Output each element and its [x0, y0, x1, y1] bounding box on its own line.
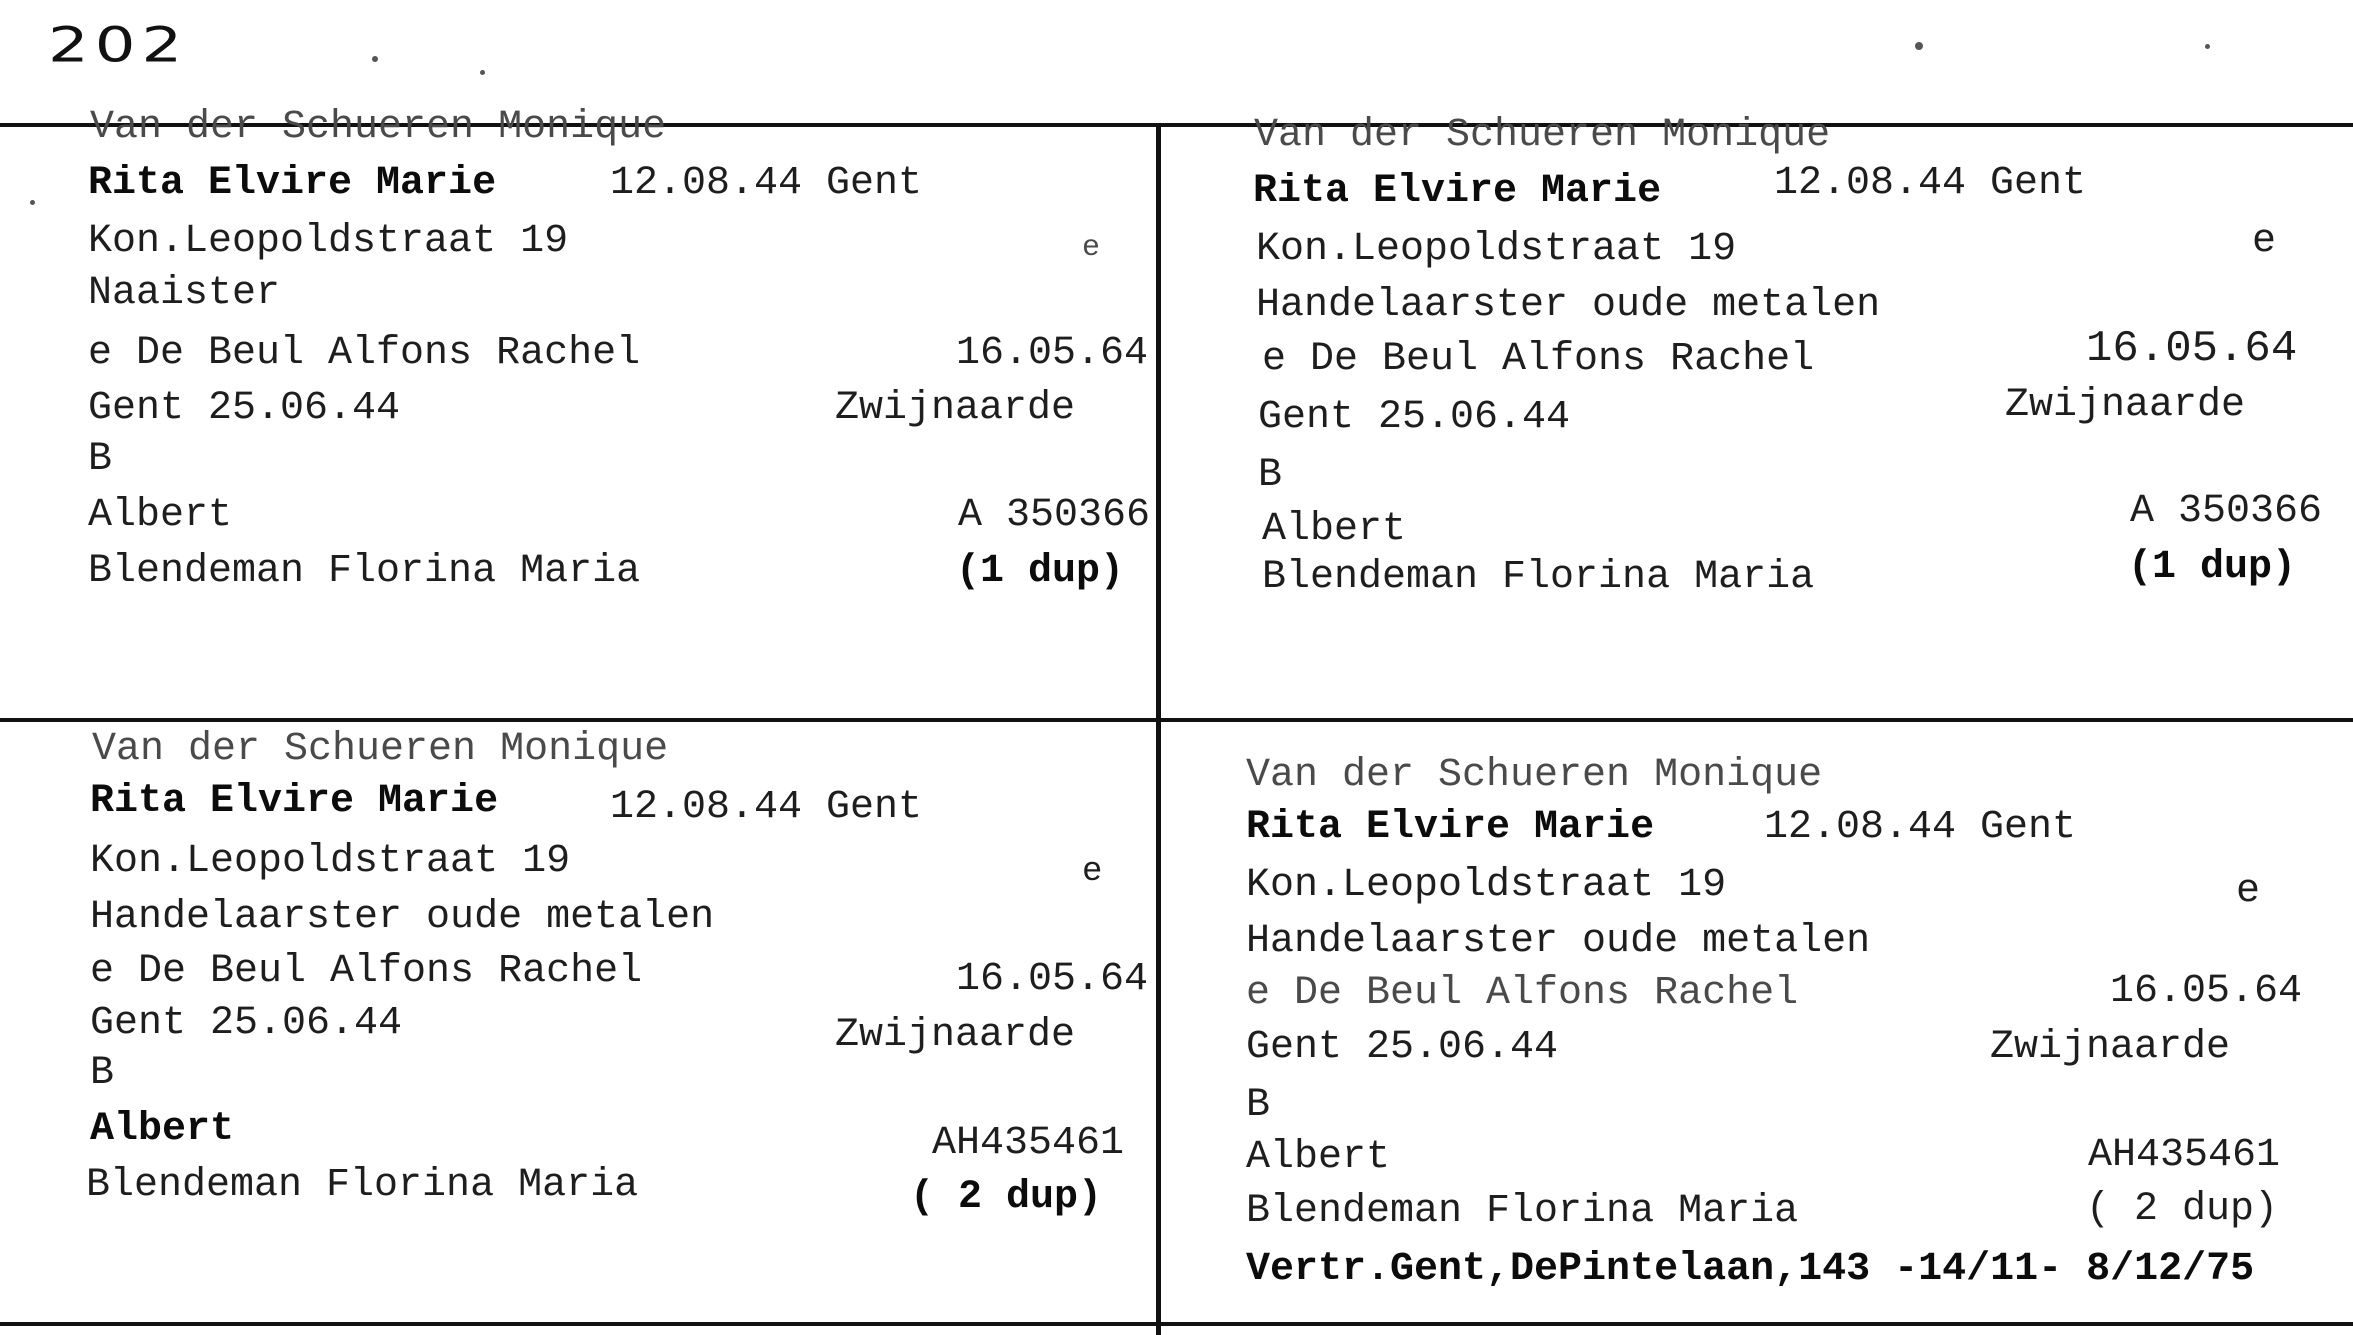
- card-dup: ( 2 dup): [2086, 1187, 2279, 1232]
- card-address: Kon.Leopoldstraat 19: [1246, 863, 1727, 908]
- card-marriage-place: Zwijnaarde: [1990, 1025, 2231, 1070]
- card-spouse-date: 16.05.64: [956, 957, 1149, 1002]
- card-given-names: Rita Elvire Marie: [90, 779, 499, 824]
- card-mark: e: [1082, 853, 1103, 891]
- card-marriage: Gent 25.06.44: [90, 1001, 403, 1046]
- card-given-names: Rita Elvire Marie: [1246, 805, 1655, 850]
- card-occupation: Handelaarster oude metalen: [90, 895, 715, 940]
- card-number: A 350366: [2130, 489, 2323, 534]
- card-code: B: [88, 437, 113, 482]
- card-father: Albert: [90, 1107, 235, 1152]
- card-dup: ( 2 dup): [910, 1175, 1103, 1220]
- card-occupation: Handelaarster oude metalen: [1256, 283, 1881, 328]
- card-name-line: Van der Schueren Monique: [90, 105, 667, 150]
- bottom-rule: [0, 1322, 2353, 1326]
- scan-speck: [30, 200, 35, 205]
- card-address: Kon.Leopoldstraat 19: [90, 839, 571, 884]
- card-birth: 12.08.44 Gent: [610, 161, 923, 206]
- card-occupation: Naaister: [88, 271, 281, 316]
- card-name-line: Van der Schueren Monique: [92, 727, 669, 772]
- card-number: A 350366: [958, 493, 1151, 538]
- card-marriage-place: Zwijnaarde: [835, 386, 1076, 431]
- card-name-line: Van der Schueren Monique: [1254, 113, 1831, 158]
- card-spouse-date: 16.05.64: [2110, 969, 2303, 1014]
- card-occupation: Handelaarster oude metalen: [1246, 919, 1871, 964]
- card-spouse: e De Beul Alfons Rachel: [88, 331, 641, 376]
- card-marriage-place: Zwijnaarde: [835, 1013, 1076, 1058]
- card-given-names: Rita Elvire Marie: [1253, 169, 1662, 214]
- card-extra-note: Vertr.Gent,DePintelaan,143 -14/11- 8/12/75: [1246, 1247, 2255, 1292]
- card-code: B: [1246, 1083, 1271, 1128]
- card-marriage: Gent 25.06.44: [88, 386, 401, 431]
- card-mark: e: [2252, 219, 2277, 264]
- card-code: B: [1258, 453, 1283, 498]
- card-birth: 12.08.44 Gent: [610, 785, 923, 830]
- card-spouse: e De Beul Alfons Rachel: [1246, 971, 1799, 1016]
- card-mother: Blendeman Florina Maria: [88, 549, 641, 594]
- card-mother: Blendeman Florina Maria: [1262, 555, 1815, 600]
- card-spouse: e De Beul Alfons Rachel: [90, 949, 643, 994]
- card-spouse-date: 16.05.64: [956, 331, 1149, 376]
- card-marriage-place: Zwijnaarde: [2005, 383, 2246, 428]
- page-number: 202: [48, 18, 189, 74]
- card-spouse-date: 16.05.64: [2086, 324, 2298, 374]
- middle-rule: [0, 718, 2353, 722]
- card-marriage: Gent 25.06.44: [1246, 1025, 1559, 1070]
- card-marriage: Gent 25.06.44: [1258, 395, 1571, 440]
- card-address: Kon.Leopoldstraat 19: [88, 219, 569, 264]
- scan-speck: [480, 70, 485, 75]
- card-name-line: Van der Schueren Monique: [1246, 753, 1823, 798]
- card-dup: (1 dup): [956, 549, 1125, 594]
- scan-speck: [2205, 44, 2210, 49]
- card-spouse: e De Beul Alfons Rachel: [1262, 337, 1815, 382]
- scan-speck: [372, 56, 378, 62]
- card-mother: Blendeman Florina Maria: [86, 1163, 639, 1208]
- center-divider: [1156, 125, 1161, 1335]
- card-address: Kon.Leopoldstraat 19: [1256, 227, 1737, 272]
- card-father: Albert: [1262, 507, 1407, 552]
- card-code: B: [90, 1051, 115, 1096]
- card-father: Albert: [1246, 1135, 1391, 1180]
- card-mother: Blendeman Florina Maria: [1246, 1189, 1799, 1234]
- card-mark: e: [1082, 231, 1101, 265]
- card-birth: 12.08.44 Gent: [1774, 161, 2087, 206]
- card-birth: 12.08.44 Gent: [1764, 805, 2077, 850]
- card-father: Albert: [88, 493, 233, 538]
- card-number: AH435461: [932, 1121, 1125, 1166]
- card-dup: (1 dup): [2128, 545, 2297, 590]
- card-mark: e: [2236, 869, 2261, 914]
- card-given-names: Rita Elvire Marie: [88, 161, 497, 206]
- scan-speck: [1915, 42, 1923, 50]
- card-number: AH435461: [2088, 1133, 2281, 1178]
